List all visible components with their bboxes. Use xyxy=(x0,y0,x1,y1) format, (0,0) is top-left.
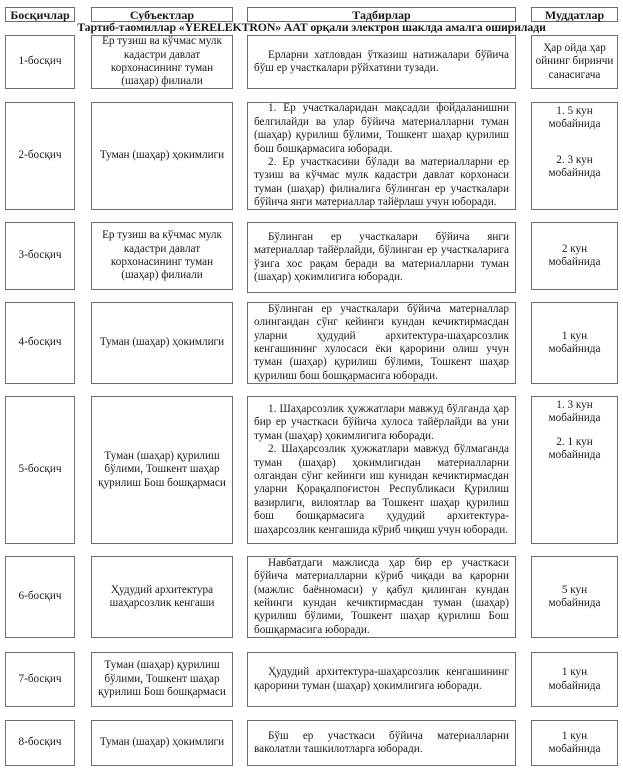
subject-text: Туман (шаҳар) ҳокимлиги xyxy=(99,736,225,749)
subject-text: Ҳудудий архитектура шаҳарсозлик кенгаши xyxy=(109,583,215,609)
stage-7-box xyxy=(5,652,75,707)
subject-4-box xyxy=(91,302,233,384)
actions-3-box xyxy=(247,222,516,293)
action-text: Бўш ер участкаси бўйича материалларни ваколатли ташкилотларга юборади. xyxy=(254,729,509,755)
deadline-1-box xyxy=(531,35,618,89)
subject-6-box xyxy=(91,556,233,638)
header-stages-label: Босқичлар xyxy=(10,7,70,22)
header-deadlines-label: Муддатлар xyxy=(544,7,605,22)
stage-3-box xyxy=(5,222,75,290)
deadline-text: 2. 3 кун мобайнида xyxy=(548,153,601,180)
deadline-text: 2 кун мобайнида xyxy=(548,242,601,268)
deadline-text: 1 кун мобайнида xyxy=(548,329,601,355)
stage-6-box xyxy=(5,556,75,638)
action-text: Навбатдаги мажлисда ҳар бир ер участкаси бўйича материалларни кўриб чиқади ва қарорни (мажлис баённомаси) у қабул қилинган кундан кейинги кундан кечиктирмасдан туман (шаҳар) қурилиш бўлими, Тошкент шаҳар қурилиш Бош бошқармасига юборади. xyxy=(254,556,509,636)
actions-6-box xyxy=(247,556,516,638)
actions-7-box xyxy=(247,652,516,707)
subject-text: Туман (шаҳар) қурилиш бўлими, Тошкент шаҳар қурилиш Бош бошқармаси xyxy=(98,659,226,699)
action-text: 1. Ер участкаларидан мақсадли фойдаланишни белгилайди ва улар бўйича материалларни туман (шаҳар) қурилиш бўлими, Тошкент шаҳар қурилиш бош бошқармасига юборади. xyxy=(254,102,509,155)
deadline-text: 1 кун мобайнида xyxy=(548,666,601,692)
stage-label: 7-босқич xyxy=(18,672,62,685)
subject-text: Ер тузиш ва кўчмас мулк кадастри давлат корхонасининг туман (шаҳар) филиали xyxy=(102,35,222,88)
subject-1-box xyxy=(91,35,233,89)
actions-5-box xyxy=(247,396,516,544)
deadline-7-box xyxy=(531,652,618,707)
action-text: 1. Шаҳарсозлик ҳужжатлари мавжуд бўлганда ҳар бир ер участкаси бўйича хулоса тайёрлайди ва уни туман (шаҳар) ҳокимлигига юборади. xyxy=(254,402,509,442)
stage-label: 3-босқич xyxy=(18,249,62,262)
subject-text: Туман (шаҳар) ҳокимлиги xyxy=(99,149,225,162)
subject-7-box xyxy=(91,652,233,707)
header-stages xyxy=(5,7,75,22)
action-text: 2. Шаҳарсозлик ҳужжатлари мавжуд бўлмаганда туман (шаҳар) ҳокимлигидан материалларни олгандан сўнг кейинги иш кунидан кечиктирмасдан уларни Қорақалпоғистон Республикаси Қурилиш вазирлиги, вилоятлар ва Тошкент шаҳар қурилиш бош бошқармасига ҳудудий архитектура-шаҳарсозлик кенгашида кўриб чиқиш учун юборади. xyxy=(254,443,509,536)
header-subjects-label: Субъектлар xyxy=(129,7,195,22)
deadline-8-box xyxy=(531,720,618,766)
action-text: Бўлинган ер участкалари бўйича янги материаллар тайёрлайди, бўлинган ер участкаларига ўзига хос рақам беради ва материалларни туман (шаҳар) ҳокимлигига юборади. xyxy=(254,230,509,283)
stage-label: 6-босқич xyxy=(18,590,62,603)
stage-label: 4-босқич xyxy=(18,336,62,349)
subject-5-box xyxy=(91,396,233,544)
actions-4-box xyxy=(247,302,516,384)
subject-text: Туман (шаҳар) қурилиш бўлими, Тошкент шаҳар қурилиш Бош бошқармаси xyxy=(98,449,226,489)
deadline-text: 1. 3 кун мобайнида xyxy=(548,399,601,425)
deadline-3-box xyxy=(531,222,618,290)
subject-text: Туман (шаҳар) ҳокимлиги xyxy=(99,336,225,349)
actions-1-box xyxy=(247,35,516,89)
deadline-text: 1 кун мобайнида xyxy=(548,729,601,755)
deadline-text: 2. 1 кун мобайнида xyxy=(548,435,601,462)
action-text: Бўлинган ер участкалари бўйича материаллар олингандан сўнг кейинги кундан кечиктирмасдан уларни ҳудудий архитектура-шаҳарсозлик кенгашининг хулосаси ёки қарорини олиш учун туман (шаҳар) қурилиш бўлими, Тошкент шаҳар қурилиш бош бошқармасига юборади. xyxy=(254,302,509,382)
subject-2-box xyxy=(91,102,233,210)
stage-1-box xyxy=(5,35,75,89)
stage-label: 8-босқич xyxy=(18,736,62,749)
deadline-text: Ҳар ойда ҳар ойнинг биринчи санасигача xyxy=(535,41,614,81)
action-text: Ерларни хатловдан ўтказиш натижалари бўйича бўш ер участкалари рўйхатини тузади. xyxy=(254,48,509,74)
header-actions-label: Тадбирлар xyxy=(352,7,411,22)
stage-4-box xyxy=(5,302,75,384)
deadline-5-box xyxy=(531,396,618,544)
action-text: Ҳудудий архитектура-шаҳарсозлик кенгашининг қарорини туман (шаҳар) ҳокимлигига юборади. xyxy=(254,666,509,692)
stage-5-box xyxy=(5,396,75,544)
deadline-4-box xyxy=(531,302,618,384)
stage-2-box xyxy=(5,102,75,210)
subject-8-box xyxy=(91,720,233,766)
deadline-6-box xyxy=(531,556,618,638)
stage-8-box xyxy=(5,720,75,766)
stage-label: 2-босқич xyxy=(18,149,62,162)
procedure-banner: Тартиб-таомиллар «YERELEKTRON» ААТ орқали электрон шаклда амалга оширилади xyxy=(77,20,546,34)
subject-text: Ер тузиш ва кўчмас мулк кадастри давлат корхонасининг туман (шаҳар) филиали xyxy=(102,229,222,282)
action-text: 2. Ер участкасини бўлади ва материалларни ер тузиш ва кўчмас мулк кадастри давлат корхонаси туман (шаҳар) филиалига бўлинган ер участкалари бўйича янги материаллар тайёрлаш учун юборади. xyxy=(254,156,509,209)
deadline-text: 5 кун мобайнида xyxy=(548,583,601,609)
actions-8-box xyxy=(247,720,516,766)
subject-3-box xyxy=(91,222,233,290)
stage-label: 1-босқич xyxy=(18,55,62,68)
deadline-2-box xyxy=(531,102,618,210)
deadline-text: 1. 5 кун мобайнида xyxy=(548,105,601,131)
actions-2-box xyxy=(247,102,516,210)
stage-label: 5-босқич xyxy=(18,463,62,476)
